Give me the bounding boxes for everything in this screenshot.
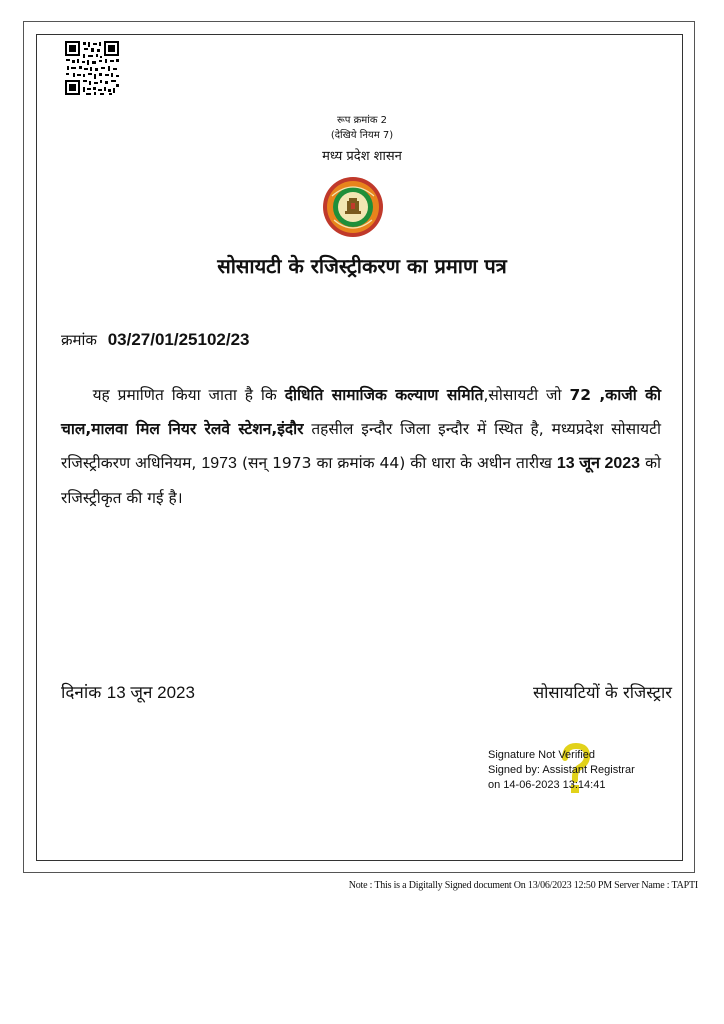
act-reference: (सन् 1973 का क्रमांक 44) की धारा के अधीन तारीख: [236, 454, 557, 472]
registration-label: क्रमांक: [61, 331, 97, 349]
digital-signature-block: [488, 748, 635, 793]
society-name: दीधिति सामाजिक कल्याण समिति: [284, 386, 484, 404]
issue-date-value: 13 जून 2023: [106, 683, 195, 702]
issue-date-label: दिनांक: [61, 683, 102, 703]
digital-signature-note: Note : This is a Digitally Signed document On 13/06/2023 12:50 PM Server Name : TAPTI: [348, 880, 698, 891]
form-number: रूप क्रमांक 2: [336, 115, 388, 126]
registrar-title: सोसायटियों के रजिस्ट्रार: [532, 683, 672, 702]
government-name: मध्य प्रदेश शासन: [322, 149, 402, 164]
certificate-body: [61, 378, 661, 515]
madhya-pradesh-emblem-icon: [322, 176, 384, 238]
qr-code-icon: [64, 40, 120, 96]
signature-signed-by: Signed by: Assistant Registrar: [488, 764, 635, 776]
registration-number: 03/27/01/25102/23: [107, 330, 250, 349]
certificate-after-name: ,सोसायटी जो: [483, 386, 570, 404]
certificate-location: तहसील इन्दौर जिला इन्दौर में स्थित है, मध्यप्रदेश सोसायटी रजिस्ट्रीकरण अधिनियम,: [61, 420, 661, 472]
rule-reference: (देखिये नियम 7): [330, 130, 394, 141]
registration-line: [61, 330, 250, 350]
registration-date: 13 जून 2023: [556, 455, 641, 472]
certificate-title: सोसायटी के रजिस्ट्रीकरण का प्रमाण पत्र: [217, 254, 507, 278]
issue-date-line: [61, 680, 195, 703]
society-address: 72 ,काजी की चाल,मालवा मिल नियर रेलवे स्टेशन,इंदौर: [61, 386, 661, 438]
certificate-intro: यह प्रमाणित किया जाता है कि: [92, 386, 277, 404]
signature-status: Signature Not Verified: [488, 749, 596, 761]
signature-signed-on: on 14-06-2023 13:14:41: [488, 779, 606, 791]
certificate-closing: को रजिस्ट्रीकृत की गई है।: [61, 454, 661, 507]
act-year: 1973: [201, 455, 237, 472]
